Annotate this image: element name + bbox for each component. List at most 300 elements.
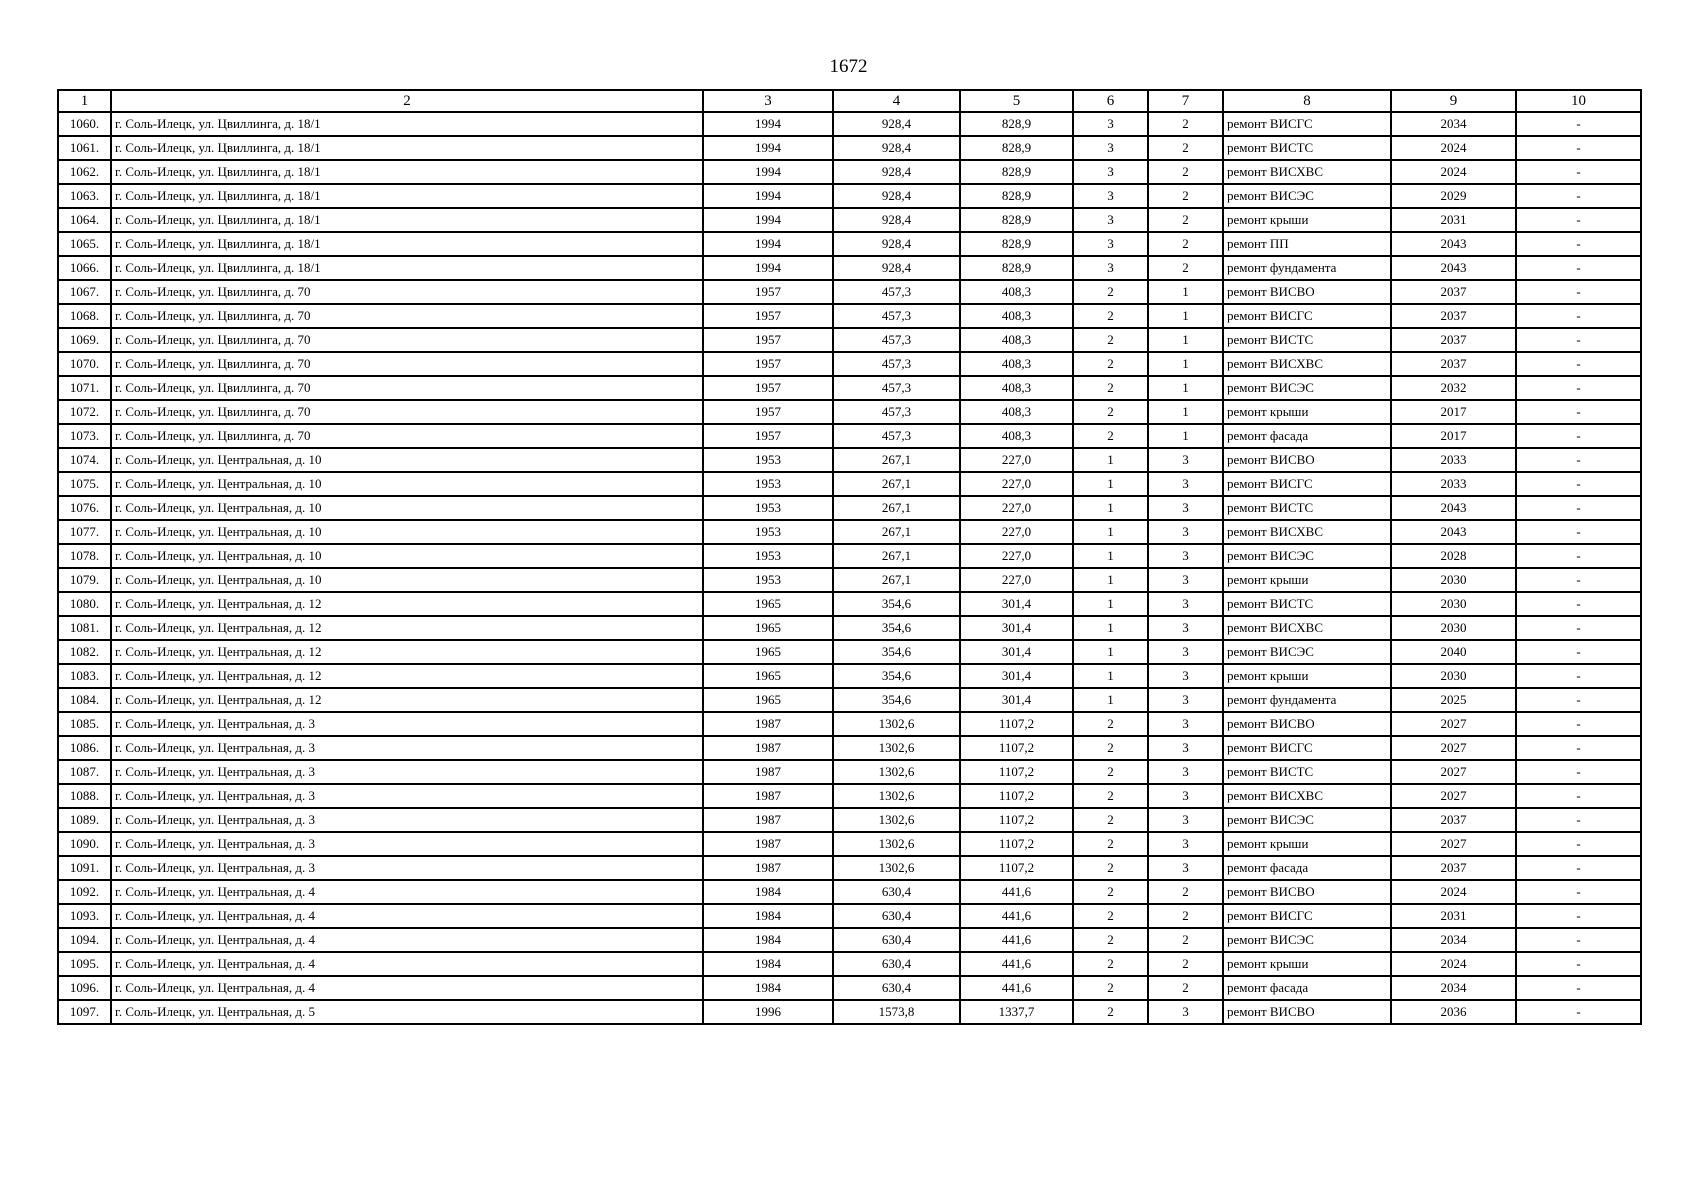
row-number-cell: 1076. [58, 496, 111, 520]
living-area-cell: 1107,2 [960, 760, 1073, 784]
table-body [58, 112, 1641, 1024]
living-area-cell: 408,3 [960, 424, 1073, 448]
living-area-cell: 828,9 [960, 160, 1073, 184]
address-cell: г. Соль-Илецк, ул. Центральная, д. 5 [111, 1000, 703, 1024]
table-row [58, 976, 1641, 1000]
work-type-cell: ремонт ВИСВО [1223, 448, 1391, 472]
year-built-cell: 1984 [703, 880, 833, 904]
floors-cell: 2 [1073, 328, 1148, 352]
entrances-cell: 2 [1148, 160, 1223, 184]
floors-cell: 1 [1073, 520, 1148, 544]
address-cell: г. Соль-Илецк, ул. Центральная, д. 12 [111, 592, 703, 616]
column-header-4: 4 [833, 90, 960, 112]
planned-year-cell: 2034 [1391, 976, 1516, 1000]
work-type-cell: ремонт ВИСТС [1223, 136, 1391, 160]
planned-year-cell: 2037 [1391, 856, 1516, 880]
address-cell: г. Соль-Илецк, ул. Цвиллинга, д. 70 [111, 424, 703, 448]
row-number-cell: 1074. [58, 448, 111, 472]
table-row [58, 592, 1641, 616]
total-area-cell: 457,3 [833, 280, 960, 304]
note-cell: - [1516, 808, 1641, 832]
table-row [58, 640, 1641, 664]
entrances-cell: 3 [1148, 616, 1223, 640]
year-built-cell: 1957 [703, 328, 833, 352]
row-number-cell: 1071. [58, 376, 111, 400]
living-area-cell: 227,0 [960, 496, 1073, 520]
row-number-cell: 1095. [58, 952, 111, 976]
table-row [58, 424, 1641, 448]
entrances-cell: 1 [1148, 424, 1223, 448]
note-cell: - [1516, 112, 1641, 136]
address-cell: г. Соль-Илецк, ул. Центральная, д. 10 [111, 544, 703, 568]
row-number-cell: 1089. [58, 808, 111, 832]
year-built-cell: 1987 [703, 736, 833, 760]
work-type-cell: ремонт фундамента [1223, 688, 1391, 712]
floors-cell: 1 [1073, 664, 1148, 688]
year-built-cell: 1994 [703, 136, 833, 160]
address-cell: г. Соль-Илецк, ул. Центральная, д. 4 [111, 880, 703, 904]
note-cell: - [1516, 736, 1641, 760]
table-row [58, 400, 1641, 424]
entrances-cell: 2 [1148, 952, 1223, 976]
table-row [58, 928, 1641, 952]
table-row [58, 856, 1641, 880]
address-cell: г. Соль-Илецк, ул. Цвиллинга, д. 70 [111, 352, 703, 376]
planned-year-cell: 2030 [1391, 616, 1516, 640]
table-row [58, 544, 1641, 568]
note-cell: - [1516, 616, 1641, 640]
planned-year-cell: 2017 [1391, 424, 1516, 448]
total-area-cell: 928,4 [833, 160, 960, 184]
entrances-cell: 1 [1148, 352, 1223, 376]
row-number-cell: 1072. [58, 400, 111, 424]
note-cell: - [1516, 136, 1641, 160]
table-row [58, 184, 1641, 208]
table-row [58, 520, 1641, 544]
work-type-cell: ремонт ВИСХВС [1223, 160, 1391, 184]
total-area-cell: 267,1 [833, 496, 960, 520]
total-area-cell: 457,3 [833, 304, 960, 328]
table-row [58, 712, 1641, 736]
address-cell: г. Соль-Илецк, ул. Цвиллинга, д. 70 [111, 328, 703, 352]
address-cell: г. Соль-Илецк, ул. Цвиллинга, д. 18/1 [111, 256, 703, 280]
total-area-cell: 457,3 [833, 328, 960, 352]
table-row [58, 496, 1641, 520]
living-area-cell: 441,6 [960, 952, 1073, 976]
note-cell: - [1516, 280, 1641, 304]
floors-cell: 2 [1073, 952, 1148, 976]
planned-year-cell: 2027 [1391, 832, 1516, 856]
year-built-cell: 1953 [703, 568, 833, 592]
year-built-cell: 1987 [703, 784, 833, 808]
living-area-cell: 1107,2 [960, 808, 1073, 832]
living-area-cell: 227,0 [960, 544, 1073, 568]
row-number-cell: 1080. [58, 592, 111, 616]
entrances-cell: 3 [1148, 592, 1223, 616]
planned-year-cell: 2027 [1391, 760, 1516, 784]
entrances-cell: 3 [1148, 664, 1223, 688]
note-cell: - [1516, 232, 1641, 256]
work-type-cell: ремонт ВИСХВС [1223, 352, 1391, 376]
address-cell: г. Соль-Илецк, ул. Центральная, д. 3 [111, 784, 703, 808]
note-cell: - [1516, 448, 1641, 472]
year-built-cell: 1953 [703, 472, 833, 496]
row-number-cell: 1083. [58, 664, 111, 688]
entrances-cell: 2 [1148, 976, 1223, 1000]
year-built-cell: 1953 [703, 544, 833, 568]
entrances-cell: 1 [1148, 328, 1223, 352]
address-cell: г. Соль-Илецк, ул. Цвиллинга, д. 70 [111, 280, 703, 304]
entrances-cell: 1 [1148, 304, 1223, 328]
address-cell: г. Соль-Илецк, ул. Центральная, д. 4 [111, 904, 703, 928]
note-cell: - [1516, 568, 1641, 592]
table-row [58, 784, 1641, 808]
planned-year-cell: 2031 [1391, 208, 1516, 232]
planned-year-cell: 2043 [1391, 496, 1516, 520]
year-built-cell: 1987 [703, 712, 833, 736]
floors-cell: 2 [1073, 712, 1148, 736]
note-cell: - [1516, 856, 1641, 880]
floors-cell: 3 [1073, 160, 1148, 184]
entrances-cell: 3 [1148, 1000, 1223, 1024]
row-number-cell: 1067. [58, 280, 111, 304]
entrances-cell: 3 [1148, 832, 1223, 856]
living-area-cell: 408,3 [960, 304, 1073, 328]
row-number-cell: 1065. [58, 232, 111, 256]
living-area-cell: 441,6 [960, 976, 1073, 1000]
total-area-cell: 630,4 [833, 976, 960, 1000]
year-built-cell: 1994 [703, 184, 833, 208]
planned-year-cell: 2043 [1391, 256, 1516, 280]
total-area-cell: 928,4 [833, 232, 960, 256]
living-area-cell: 408,3 [960, 328, 1073, 352]
address-cell: г. Соль-Илецк, ул. Центральная, д. 3 [111, 808, 703, 832]
entrances-cell: 2 [1148, 208, 1223, 232]
work-type-cell: ремонт ВИСВО [1223, 712, 1391, 736]
total-area-cell: 354,6 [833, 592, 960, 616]
entrances-cell: 3 [1148, 544, 1223, 568]
table-row [58, 952, 1641, 976]
planned-year-cell: 2032 [1391, 376, 1516, 400]
work-type-cell: ремонт ВИСТС [1223, 496, 1391, 520]
planned-year-cell: 2030 [1391, 592, 1516, 616]
note-cell: - [1516, 592, 1641, 616]
work-type-cell: ремонт ВИСХВС [1223, 784, 1391, 808]
total-area-cell: 1302,6 [833, 832, 960, 856]
note-cell: - [1516, 400, 1641, 424]
floors-cell: 1 [1073, 472, 1148, 496]
floors-cell: 1 [1073, 688, 1148, 712]
year-built-cell: 1965 [703, 664, 833, 688]
note-cell: - [1516, 160, 1641, 184]
table-row [58, 688, 1641, 712]
living-area-cell: 408,3 [960, 280, 1073, 304]
address-cell: г. Соль-Илецк, ул. Цвиллинга, д. 18/1 [111, 184, 703, 208]
floors-cell: 1 [1073, 568, 1148, 592]
address-cell: г. Соль-Илецк, ул. Центральная, д. 10 [111, 448, 703, 472]
entrances-cell: 3 [1148, 808, 1223, 832]
planned-year-cell: 2027 [1391, 784, 1516, 808]
year-built-cell: 1957 [703, 376, 833, 400]
floors-cell: 3 [1073, 232, 1148, 256]
entrances-cell: 3 [1148, 496, 1223, 520]
work-type-cell: ремонт ПП [1223, 232, 1391, 256]
row-number-cell: 1075. [58, 472, 111, 496]
work-type-cell: ремонт ВИСГС [1223, 736, 1391, 760]
living-area-cell: 301,4 [960, 640, 1073, 664]
page-number: 1672 [829, 56, 868, 77]
floors-cell: 2 [1073, 880, 1148, 904]
work-type-cell: ремонт крыши [1223, 832, 1391, 856]
entrances-cell: 3 [1148, 856, 1223, 880]
address-cell: г. Соль-Илецк, ул. Центральная, д. 12 [111, 640, 703, 664]
floors-cell: 2 [1073, 304, 1148, 328]
living-area-cell: 1107,2 [960, 784, 1073, 808]
floors-cell: 2 [1073, 784, 1148, 808]
total-area-cell: 928,4 [833, 136, 960, 160]
year-built-cell: 1965 [703, 592, 833, 616]
entrances-cell: 2 [1148, 904, 1223, 928]
total-area-cell: 630,4 [833, 904, 960, 928]
table-row [58, 280, 1641, 304]
table-row [58, 304, 1641, 328]
entrances-cell: 1 [1148, 400, 1223, 424]
address-cell: г. Соль-Илецк, ул. Центральная, д. 3 [111, 832, 703, 856]
row-number-cell: 1077. [58, 520, 111, 544]
note-cell: - [1516, 472, 1641, 496]
table-row [58, 808, 1641, 832]
address-cell: г. Соль-Илецк, ул. Центральная, д. 10 [111, 472, 703, 496]
year-built-cell: 1984 [703, 904, 833, 928]
total-area-cell: 1302,6 [833, 712, 960, 736]
entrances-cell: 3 [1148, 448, 1223, 472]
living-area-cell: 1337,7 [960, 1000, 1073, 1024]
floors-cell: 1 [1073, 496, 1148, 520]
floors-cell: 2 [1073, 736, 1148, 760]
work-type-cell: ремонт ВИСТС [1223, 760, 1391, 784]
note-cell: - [1516, 664, 1641, 688]
planned-year-cell: 2033 [1391, 472, 1516, 496]
address-cell: г. Соль-Илецк, ул. Центральная, д. 12 [111, 616, 703, 640]
year-built-cell: 1994 [703, 256, 833, 280]
planned-year-cell: 2037 [1391, 352, 1516, 376]
living-area-cell: 828,9 [960, 208, 1073, 232]
table-row [58, 832, 1641, 856]
note-cell: - [1516, 880, 1641, 904]
work-type-cell: ремонт ВИСЭС [1223, 184, 1391, 208]
living-area-cell: 828,9 [960, 232, 1073, 256]
note-cell: - [1516, 952, 1641, 976]
work-type-cell: ремонт фундамента [1223, 256, 1391, 280]
address-cell: г. Соль-Илецк, ул. Центральная, д. 10 [111, 520, 703, 544]
entrances-cell: 3 [1148, 736, 1223, 760]
year-built-cell: 1996 [703, 1000, 833, 1024]
row-number-cell: 1091. [58, 856, 111, 880]
column-header-7: 7 [1148, 90, 1223, 112]
total-area-cell: 354,6 [833, 616, 960, 640]
planned-year-cell: 2037 [1391, 304, 1516, 328]
floors-cell: 2 [1073, 904, 1148, 928]
planned-year-cell: 2037 [1391, 808, 1516, 832]
total-area-cell: 457,3 [833, 352, 960, 376]
planned-year-cell: 2034 [1391, 112, 1516, 136]
planned-year-cell: 2031 [1391, 904, 1516, 928]
year-built-cell: 1987 [703, 808, 833, 832]
living-area-cell: 227,0 [960, 520, 1073, 544]
address-cell: г. Соль-Илецк, ул. Центральная, д. 10 [111, 496, 703, 520]
row-number-cell: 1069. [58, 328, 111, 352]
entrances-cell: 3 [1148, 640, 1223, 664]
entrances-cell: 1 [1148, 280, 1223, 304]
row-number-cell: 1081. [58, 616, 111, 640]
row-number-cell: 1064. [58, 208, 111, 232]
year-built-cell: 1984 [703, 976, 833, 1000]
floors-cell: 3 [1073, 184, 1148, 208]
column-header-6: 6 [1073, 90, 1148, 112]
living-area-cell: 1107,2 [960, 832, 1073, 856]
living-area-cell: 301,4 [960, 688, 1073, 712]
year-built-cell: 1953 [703, 496, 833, 520]
column-header-9: 9 [1391, 90, 1516, 112]
planned-year-cell: 2024 [1391, 136, 1516, 160]
row-number-cell: 1088. [58, 784, 111, 808]
planned-year-cell: 2028 [1391, 544, 1516, 568]
year-built-cell: 1953 [703, 520, 833, 544]
row-number-cell: 1063. [58, 184, 111, 208]
total-area-cell: 267,1 [833, 472, 960, 496]
year-built-cell: 1987 [703, 760, 833, 784]
total-area-cell: 1302,6 [833, 784, 960, 808]
column-header-3: 3 [703, 90, 833, 112]
total-area-cell: 354,6 [833, 664, 960, 688]
table-row [58, 616, 1641, 640]
year-built-cell: 1953 [703, 448, 833, 472]
planned-year-cell: 2024 [1391, 880, 1516, 904]
planned-year-cell: 2036 [1391, 1000, 1516, 1024]
planned-year-cell: 2037 [1391, 280, 1516, 304]
planned-year-cell: 2034 [1391, 928, 1516, 952]
floors-cell: 1 [1073, 448, 1148, 472]
living-area-cell: 408,3 [960, 376, 1073, 400]
work-type-cell: ремонт фасада [1223, 976, 1391, 1000]
planned-year-cell: 2024 [1391, 160, 1516, 184]
row-number-cell: 1090. [58, 832, 111, 856]
floors-cell: 1 [1073, 616, 1148, 640]
total-area-cell: 1302,6 [833, 808, 960, 832]
address-cell: г. Соль-Илецк, ул. Центральная, д. 3 [111, 736, 703, 760]
entrances-cell: 3 [1148, 568, 1223, 592]
year-built-cell: 1984 [703, 952, 833, 976]
row-number-cell: 1085. [58, 712, 111, 736]
repair-schedule-table [57, 89, 1642, 1025]
planned-year-cell: 2025 [1391, 688, 1516, 712]
year-built-cell: 1957 [703, 280, 833, 304]
total-area-cell: 630,4 [833, 928, 960, 952]
address-cell: г. Соль-Илецк, ул. Цвиллинга, д. 70 [111, 376, 703, 400]
row-number-cell: 1079. [58, 568, 111, 592]
entrances-cell: 2 [1148, 136, 1223, 160]
entrances-cell: 2 [1148, 112, 1223, 136]
row-number-cell: 1070. [58, 352, 111, 376]
planned-year-cell: 2017 [1391, 400, 1516, 424]
table-row [58, 664, 1641, 688]
entrances-cell: 3 [1148, 712, 1223, 736]
table-row [58, 568, 1641, 592]
year-built-cell: 1994 [703, 232, 833, 256]
table-row [58, 904, 1641, 928]
entrances-cell: 2 [1148, 928, 1223, 952]
total-area-cell: 1302,6 [833, 856, 960, 880]
entrances-cell: 3 [1148, 472, 1223, 496]
table-row [58, 112, 1641, 136]
row-number-cell: 1068. [58, 304, 111, 328]
entrances-cell: 2 [1148, 256, 1223, 280]
note-cell: - [1516, 976, 1641, 1000]
living-area-cell: 301,4 [960, 616, 1073, 640]
table-row [58, 1000, 1641, 1024]
planned-year-cell: 2037 [1391, 328, 1516, 352]
table-row [58, 256, 1641, 280]
planned-year-cell: 2027 [1391, 736, 1516, 760]
address-cell: г. Соль-Илецк, ул. Центральная, д. 3 [111, 760, 703, 784]
living-area-cell: 828,9 [960, 184, 1073, 208]
planned-year-cell: 2043 [1391, 232, 1516, 256]
total-area-cell: 928,4 [833, 112, 960, 136]
total-area-cell: 457,3 [833, 424, 960, 448]
floors-cell: 2 [1073, 352, 1148, 376]
living-area-cell: 828,9 [960, 256, 1073, 280]
floors-cell: 2 [1073, 808, 1148, 832]
floors-cell: 2 [1073, 1000, 1148, 1024]
address-cell: г. Соль-Илецк, ул. Центральная, д. 12 [111, 688, 703, 712]
table-row [58, 760, 1641, 784]
living-area-cell: 441,6 [960, 904, 1073, 928]
year-built-cell: 1965 [703, 688, 833, 712]
work-type-cell: ремонт ВИСХВС [1223, 520, 1391, 544]
note-cell: - [1516, 328, 1641, 352]
year-built-cell: 1965 [703, 616, 833, 640]
table-header-row [58, 90, 1641, 112]
floors-cell: 2 [1073, 928, 1148, 952]
year-built-cell: 1994 [703, 112, 833, 136]
living-area-cell: 227,0 [960, 448, 1073, 472]
table-row [58, 136, 1641, 160]
work-type-cell: ремонт ВИСВО [1223, 280, 1391, 304]
entrances-cell: 3 [1148, 784, 1223, 808]
living-area-cell: 408,3 [960, 400, 1073, 424]
note-cell: - [1516, 376, 1641, 400]
note-cell: - [1516, 784, 1641, 808]
address-cell: г. Соль-Илецк, ул. Центральная, д. 10 [111, 568, 703, 592]
living-area-cell: 1107,2 [960, 856, 1073, 880]
address-cell: г. Соль-Илецк, ул. Центральная, д. 3 [111, 856, 703, 880]
floors-cell: 2 [1073, 424, 1148, 448]
living-area-cell: 301,4 [960, 664, 1073, 688]
work-type-cell: ремонт ВИСВО [1223, 880, 1391, 904]
floors-cell: 2 [1073, 856, 1148, 880]
work-type-cell: ремонт фасада [1223, 856, 1391, 880]
work-type-cell: ремонт ВИСЭС [1223, 640, 1391, 664]
year-built-cell: 1987 [703, 832, 833, 856]
floors-cell: 2 [1073, 280, 1148, 304]
column-header-8: 8 [1223, 90, 1391, 112]
floors-cell: 1 [1073, 544, 1148, 568]
year-built-cell: 1957 [703, 400, 833, 424]
work-type-cell: ремонт ВИСЭС [1223, 544, 1391, 568]
note-cell: - [1516, 424, 1641, 448]
row-number-cell: 1092. [58, 880, 111, 904]
total-area-cell: 267,1 [833, 544, 960, 568]
